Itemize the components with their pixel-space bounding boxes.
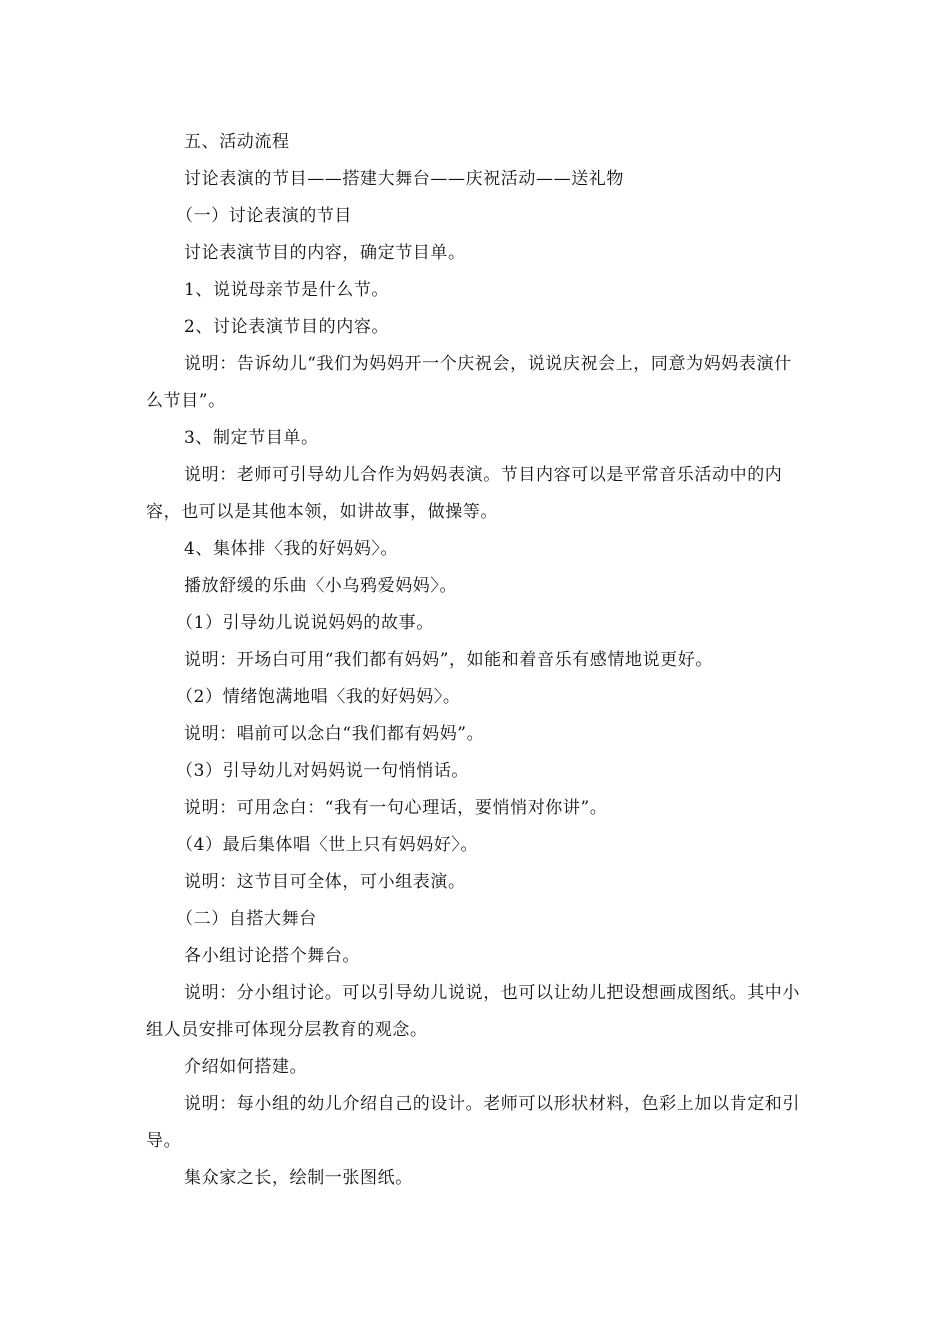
subsection-heading: （二）自搭大舞台 <box>176 909 317 929</box>
explanation: 说明：告诉幼儿“我们为妈妈开一个庆祝会，说说庆祝会上，同意为妈妈表演什么节目”。 <box>146 354 792 411</box>
explanation: 说明：每小组的幼儿介绍自己的设计。老师可以形状材料，色彩上加以肯定和引导。 <box>146 1094 800 1151</box>
activity-flow-summary: 讨论表演的节目——搭建大舞台——庆祝活动——送礼物 <box>184 169 624 189</box>
list-item: （3）引导幼儿对妈妈说一句悄悄话。 <box>176 761 470 781</box>
paragraph: 集众家之长，绘制一张图纸。 <box>184 1168 413 1188</box>
subsection-heading: （一）讨论表演的节目 <box>176 206 352 226</box>
list-item: （2）情绪饱满地唱〈我的好妈妈〉。 <box>176 687 461 707</box>
paragraph: 各小组讨论搭个舞台。 <box>184 946 360 966</box>
document-body <box>146 124 806 1197</box>
paragraph: 讨论表演节目的内容，确定节目单。 <box>184 243 466 263</box>
list-item: （4）最后集体唱〈世上只有妈妈好〉。 <box>176 835 479 855</box>
explanation: 说明：唱前可以念白“我们都有妈妈”。 <box>184 724 485 744</box>
paragraph: 播放舒缓的乐曲〈小乌鸦爱妈妈〉。 <box>184 576 458 596</box>
explanation: 说明：开场白可用“我们都有妈妈”，如能和着音乐有感情地说更好。 <box>184 650 713 670</box>
explanation: 说明：分小组讨论。可以引导幼儿说说，也可以让幼儿把设想画成图纸。其中小组人员安排可体现分层教育的观念。 <box>146 983 800 1040</box>
paragraph: 介绍如何搭建。 <box>184 1057 308 1077</box>
list-item: 4、集体排〈我的好妈妈〉。 <box>184 539 399 559</box>
list-item: 1、说说母亲节是什么节。 <box>184 280 390 300</box>
list-item: 3、制定节目单。 <box>184 428 319 448</box>
explanation: 说明：老师可引导幼儿合作为妈妈表演。节目内容可以是平常音乐活动中的内容，也可以是其他本领，如讲故事，做操等。 <box>146 465 783 522</box>
list-item: （1）引导幼儿说说妈妈的故事。 <box>176 613 434 633</box>
explanation: 说明：可用念白：“我有一句心理话，要悄悄对你讲”。 <box>184 798 608 818</box>
section-heading: 五、活动流程 <box>184 132 290 152</box>
list-item: 2、讨论表演节目的内容。 <box>184 317 390 337</box>
explanation: 说明：这节目可全体，可小组表演。 <box>184 872 466 892</box>
